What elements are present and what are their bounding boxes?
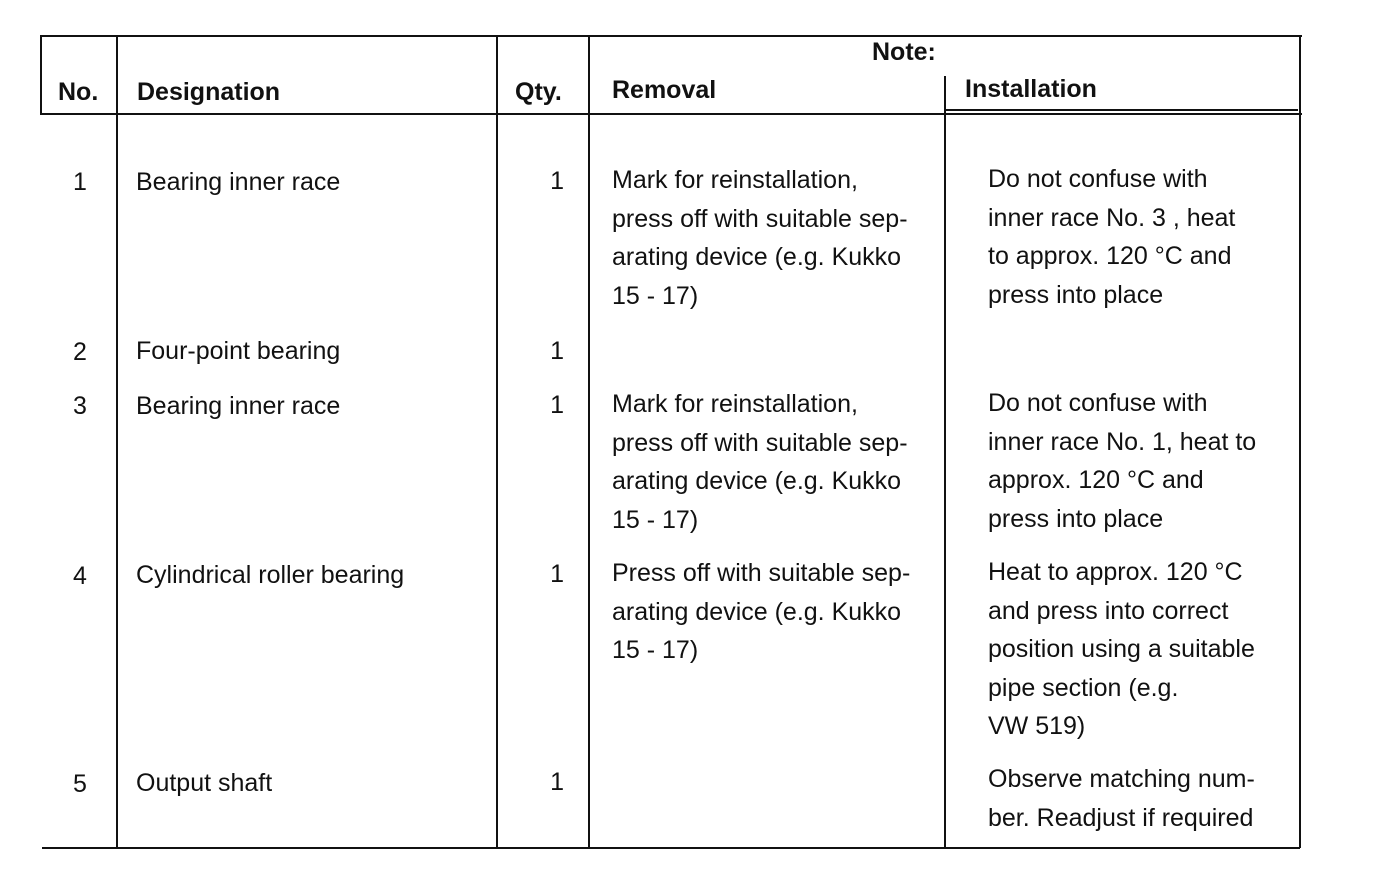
- row-quantity: 1: [550, 337, 564, 365]
- row-removal-note: Press off with suitable sep- arating device (e.g. Kukko 15 - 17): [612, 559, 911, 664]
- col-divider-designation: [496, 35, 498, 848]
- header-designation: Designation: [137, 78, 281, 106]
- top-rule: [40, 35, 1302, 37]
- header-removal: Removal: [612, 76, 717, 104]
- row-installation-note: Heat to approx. 120 °C and press into correct position using a suitable pipe section (e.g. VW 519): [988, 558, 1255, 740]
- row-designation: Output shaft: [136, 769, 273, 797]
- row-quantity: 1: [550, 391, 564, 419]
- row-number: 2: [73, 338, 87, 366]
- header-installation: Installation: [965, 75, 1097, 103]
- row-quantity: 1: [550, 768, 564, 796]
- row-number: 5: [73, 770, 87, 798]
- col-divider-no: [116, 35, 118, 848]
- left-border: [40, 35, 42, 114]
- row-designation: Four-point bearing: [136, 337, 341, 365]
- row-removal-note: Mark for reinstallation, press off with suitable sep- arating device (e.g. Kukko 15 - 17): [612, 166, 908, 310]
- header-qty: Qty.: [515, 78, 562, 106]
- col-divider-qty: [588, 35, 590, 848]
- row-designation: Bearing inner race: [136, 168, 341, 196]
- row-installation-note: Do not confuse with inner race No. 3 , heat to approx. 120 °C and press into place: [988, 165, 1236, 309]
- row-number: 3: [73, 392, 87, 420]
- bottom-rule: [42, 847, 1300, 849]
- row-installation-note: Observe matching num- ber. Readjust if required: [988, 765, 1255, 832]
- right-border: [1299, 35, 1301, 848]
- row-quantity: 1: [550, 560, 564, 588]
- col-divider-removal: [944, 76, 946, 848]
- row-number: 4: [73, 562, 87, 590]
- row-designation: Bearing inner race: [136, 392, 341, 420]
- header-rule: [40, 113, 1302, 115]
- row-installation-note: Do not confuse with inner race No. 1, heat to approx. 120 °C and press into place: [988, 389, 1257, 533]
- header-note: Note:: [872, 38, 936, 66]
- header-no: No.: [58, 78, 99, 106]
- row-designation: Cylindrical roller bearing: [136, 561, 405, 589]
- row-quantity: 1: [550, 167, 564, 195]
- row-removal-note: Mark for reinstallation, press off with suitable sep- arating device (e.g. Kukko 15 - 17): [612, 390, 908, 534]
- note-underline: [944, 109, 1298, 111]
- row-number: 1: [73, 168, 87, 196]
